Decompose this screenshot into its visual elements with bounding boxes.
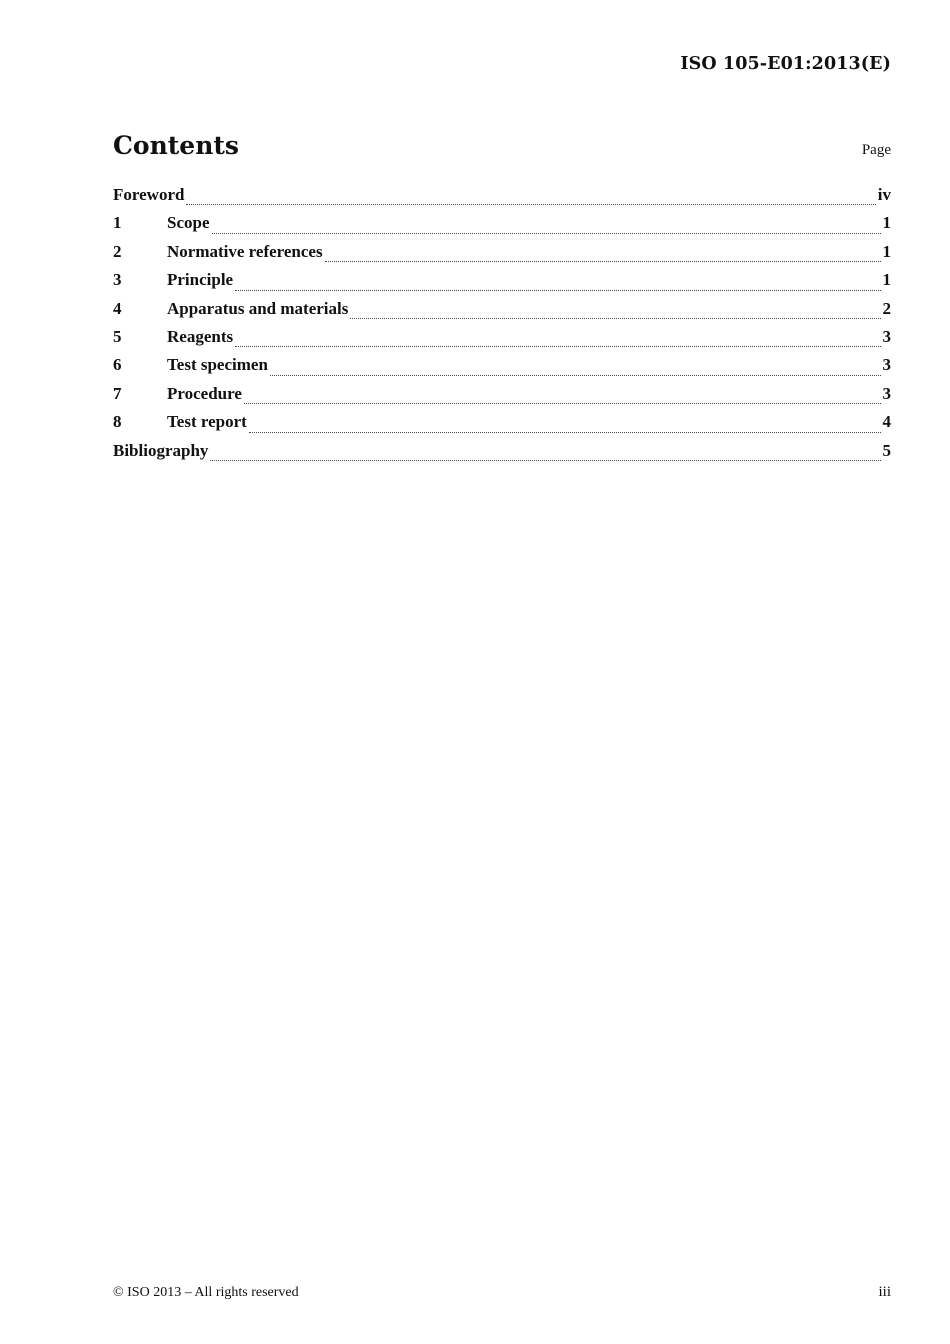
toc-entry-bibliography[interactable]: [113, 441, 891, 469]
toc-entry-normative-references[interactable]: [113, 242, 891, 270]
toc-leader-dots: [244, 403, 881, 404]
page-column-label: Page: [861, 142, 891, 158]
toc-entry-apparatus[interactable]: [113, 299, 891, 327]
toc-leader-dots: [235, 290, 880, 291]
toc-entry-title: Procedure: [167, 383, 242, 403]
toc-entry-number: 8: [113, 412, 122, 432]
toc-entry-page: 1: [882, 241, 891, 261]
toc-entry-title: Test specimen: [167, 355, 268, 375]
table-of-contents: [113, 185, 891, 469]
toc-entry-number: 5: [113, 326, 122, 346]
toc-entry-title: Test report: [167, 412, 247, 432]
toc-entry-title: Reagents: [167, 326, 234, 346]
toc-entry-title: Normative references: [167, 241, 323, 261]
toc-entry-page: 5: [882, 440, 891, 460]
toc-entry-page: 1: [882, 270, 891, 290]
toc-leader-dots: [235, 346, 880, 347]
toc-entry-number: 4: [113, 298, 122, 318]
toc-entry-title: Principle: [167, 270, 234, 290]
toc-leader-dots: [249, 432, 881, 433]
toc-entry-page: iv: [877, 185, 891, 204]
toc-entry-number: 6: [113, 355, 122, 375]
document-id: ISO 105-E01:2013(E): [680, 54, 891, 74]
toc-leader-dots: [210, 460, 880, 461]
toc-entry-page: 3: [882, 326, 891, 346]
toc-entry-title: Foreword: [113, 185, 185, 204]
contents-heading: Contents: [113, 131, 240, 160]
toc-entry-title: Bibliography: [113, 440, 209, 460]
toc-leader-dots: [186, 204, 875, 205]
toc-entry-page: 2: [882, 298, 891, 318]
toc-leader-dots: [325, 261, 881, 262]
page-number: iii: [878, 1284, 891, 1300]
toc-entry-page: 3: [882, 355, 891, 375]
toc-leader-dots: [270, 375, 881, 376]
toc-entry-test-report[interactable]: [113, 412, 891, 440]
toc-entry-title: Apparatus and materials: [167, 298, 349, 318]
toc-entry-number: 7: [113, 383, 122, 403]
toc-entry-reagents[interactable]: [113, 327, 891, 355]
toc-entry-page: 1: [882, 213, 891, 233]
copyright-notice: © ISO 2013 – All rights reserved: [113, 1285, 299, 1300]
toc-entry-principle[interactable]: [113, 270, 891, 298]
toc-entry-page: 4: [882, 412, 891, 432]
toc-leader-dots: [212, 233, 881, 234]
toc-entry-title: Scope: [167, 213, 210, 233]
toc-entry-number: 1: [113, 213, 122, 233]
toc-entry-test-specimen[interactable]: [113, 355, 891, 383]
toc-entry-number: 3: [113, 270, 122, 290]
toc-entry-foreword[interactable]: [113, 185, 891, 213]
toc-entry-page: 3: [882, 383, 891, 403]
toc-leader-dots: [350, 318, 880, 319]
toc-entry-number: 2: [113, 241, 122, 261]
toc-entry-scope[interactable]: [113, 213, 891, 241]
toc-entry-procedure[interactable]: [113, 384, 891, 412]
